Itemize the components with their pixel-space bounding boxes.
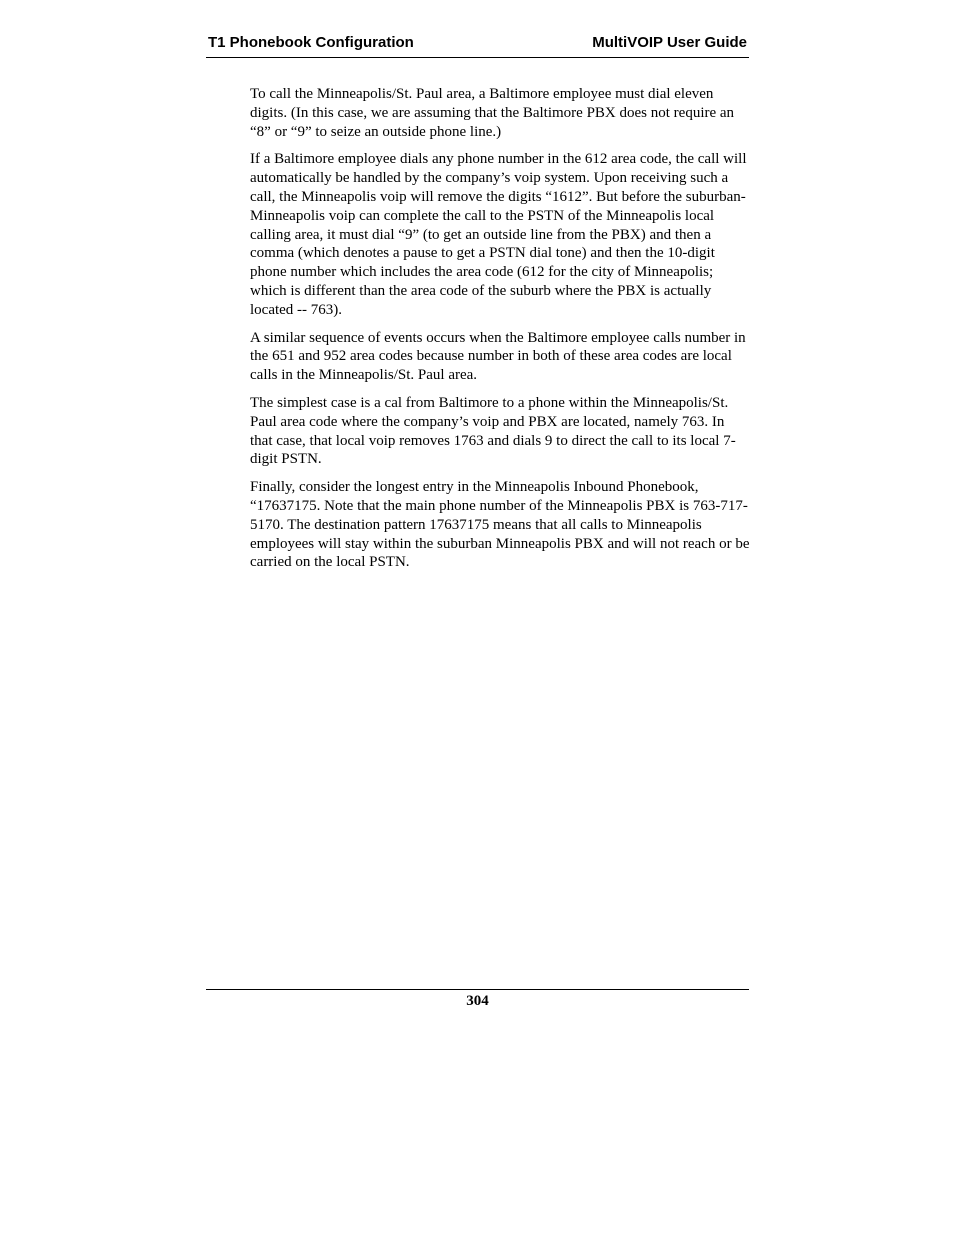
page-header bbox=[206, 33, 749, 58]
paragraph: To call the Minneapolis/St. Paul area, a Baltimore employee must dial eleven digits. (In this case, we are assuming that the Baltimore PBX does not require an “8” or “9” to seize an outside phone line.) bbox=[250, 86, 735, 140]
body-text bbox=[250, 85, 750, 581]
guide-title: MultiVOIP User Guide bbox=[592, 34, 747, 51]
page-number: 304 bbox=[466, 993, 489, 1009]
section-title: T1 Phonebook Configuration bbox=[208, 34, 414, 51]
page-footer bbox=[206, 989, 749, 1010]
paragraph: If a Baltimore employee dials any phone number in the 612 area code, the call will automatically be handled by the company’s voip system. Upon receiving such a call, the Minneapolis voip will remove the digits “1612”. But before the suburban-Minneapolis voip can complete the call to the PSTN of the Minneapolis local calling area, it must dial “9” (to get an outside line from the PBX) and then a comma (which denotes a pause to get a PSTN dial tone) and then the 10-digit phone number which includes the area code (612 for the city of Minneapolis; which is different than the area code of the suburb where the PBX is actually located -- 763). bbox=[250, 151, 747, 318]
paragraph: Finally, consider the longest entry in the Minneapolis Inbound Phonebook, “17637175. Note that the main phone number of the Minneapolis PBX is 763-717-5170. The destination pattern 17637175 means that all calls to Minneapolis employees will stay within the suburban Minneapolis PBX and will not reach or be carried on the local PSTN. bbox=[250, 479, 750, 571]
paragraph: The simplest case is a cal from Baltimore to a phone within the Minneapolis/St. Paul area code where the company’s voip and PBX are located, namely 763. In that case, that local voip removes 1763 and dials 9 to direct the call to its local 7-digit PSTN. bbox=[250, 394, 736, 468]
paragraph: A similar sequence of events occurs when the Baltimore employee calls number in the 651 and 952 area codes because number in both of these area codes are local calls in the Minneapolis/St. Paul area. bbox=[250, 329, 746, 384]
